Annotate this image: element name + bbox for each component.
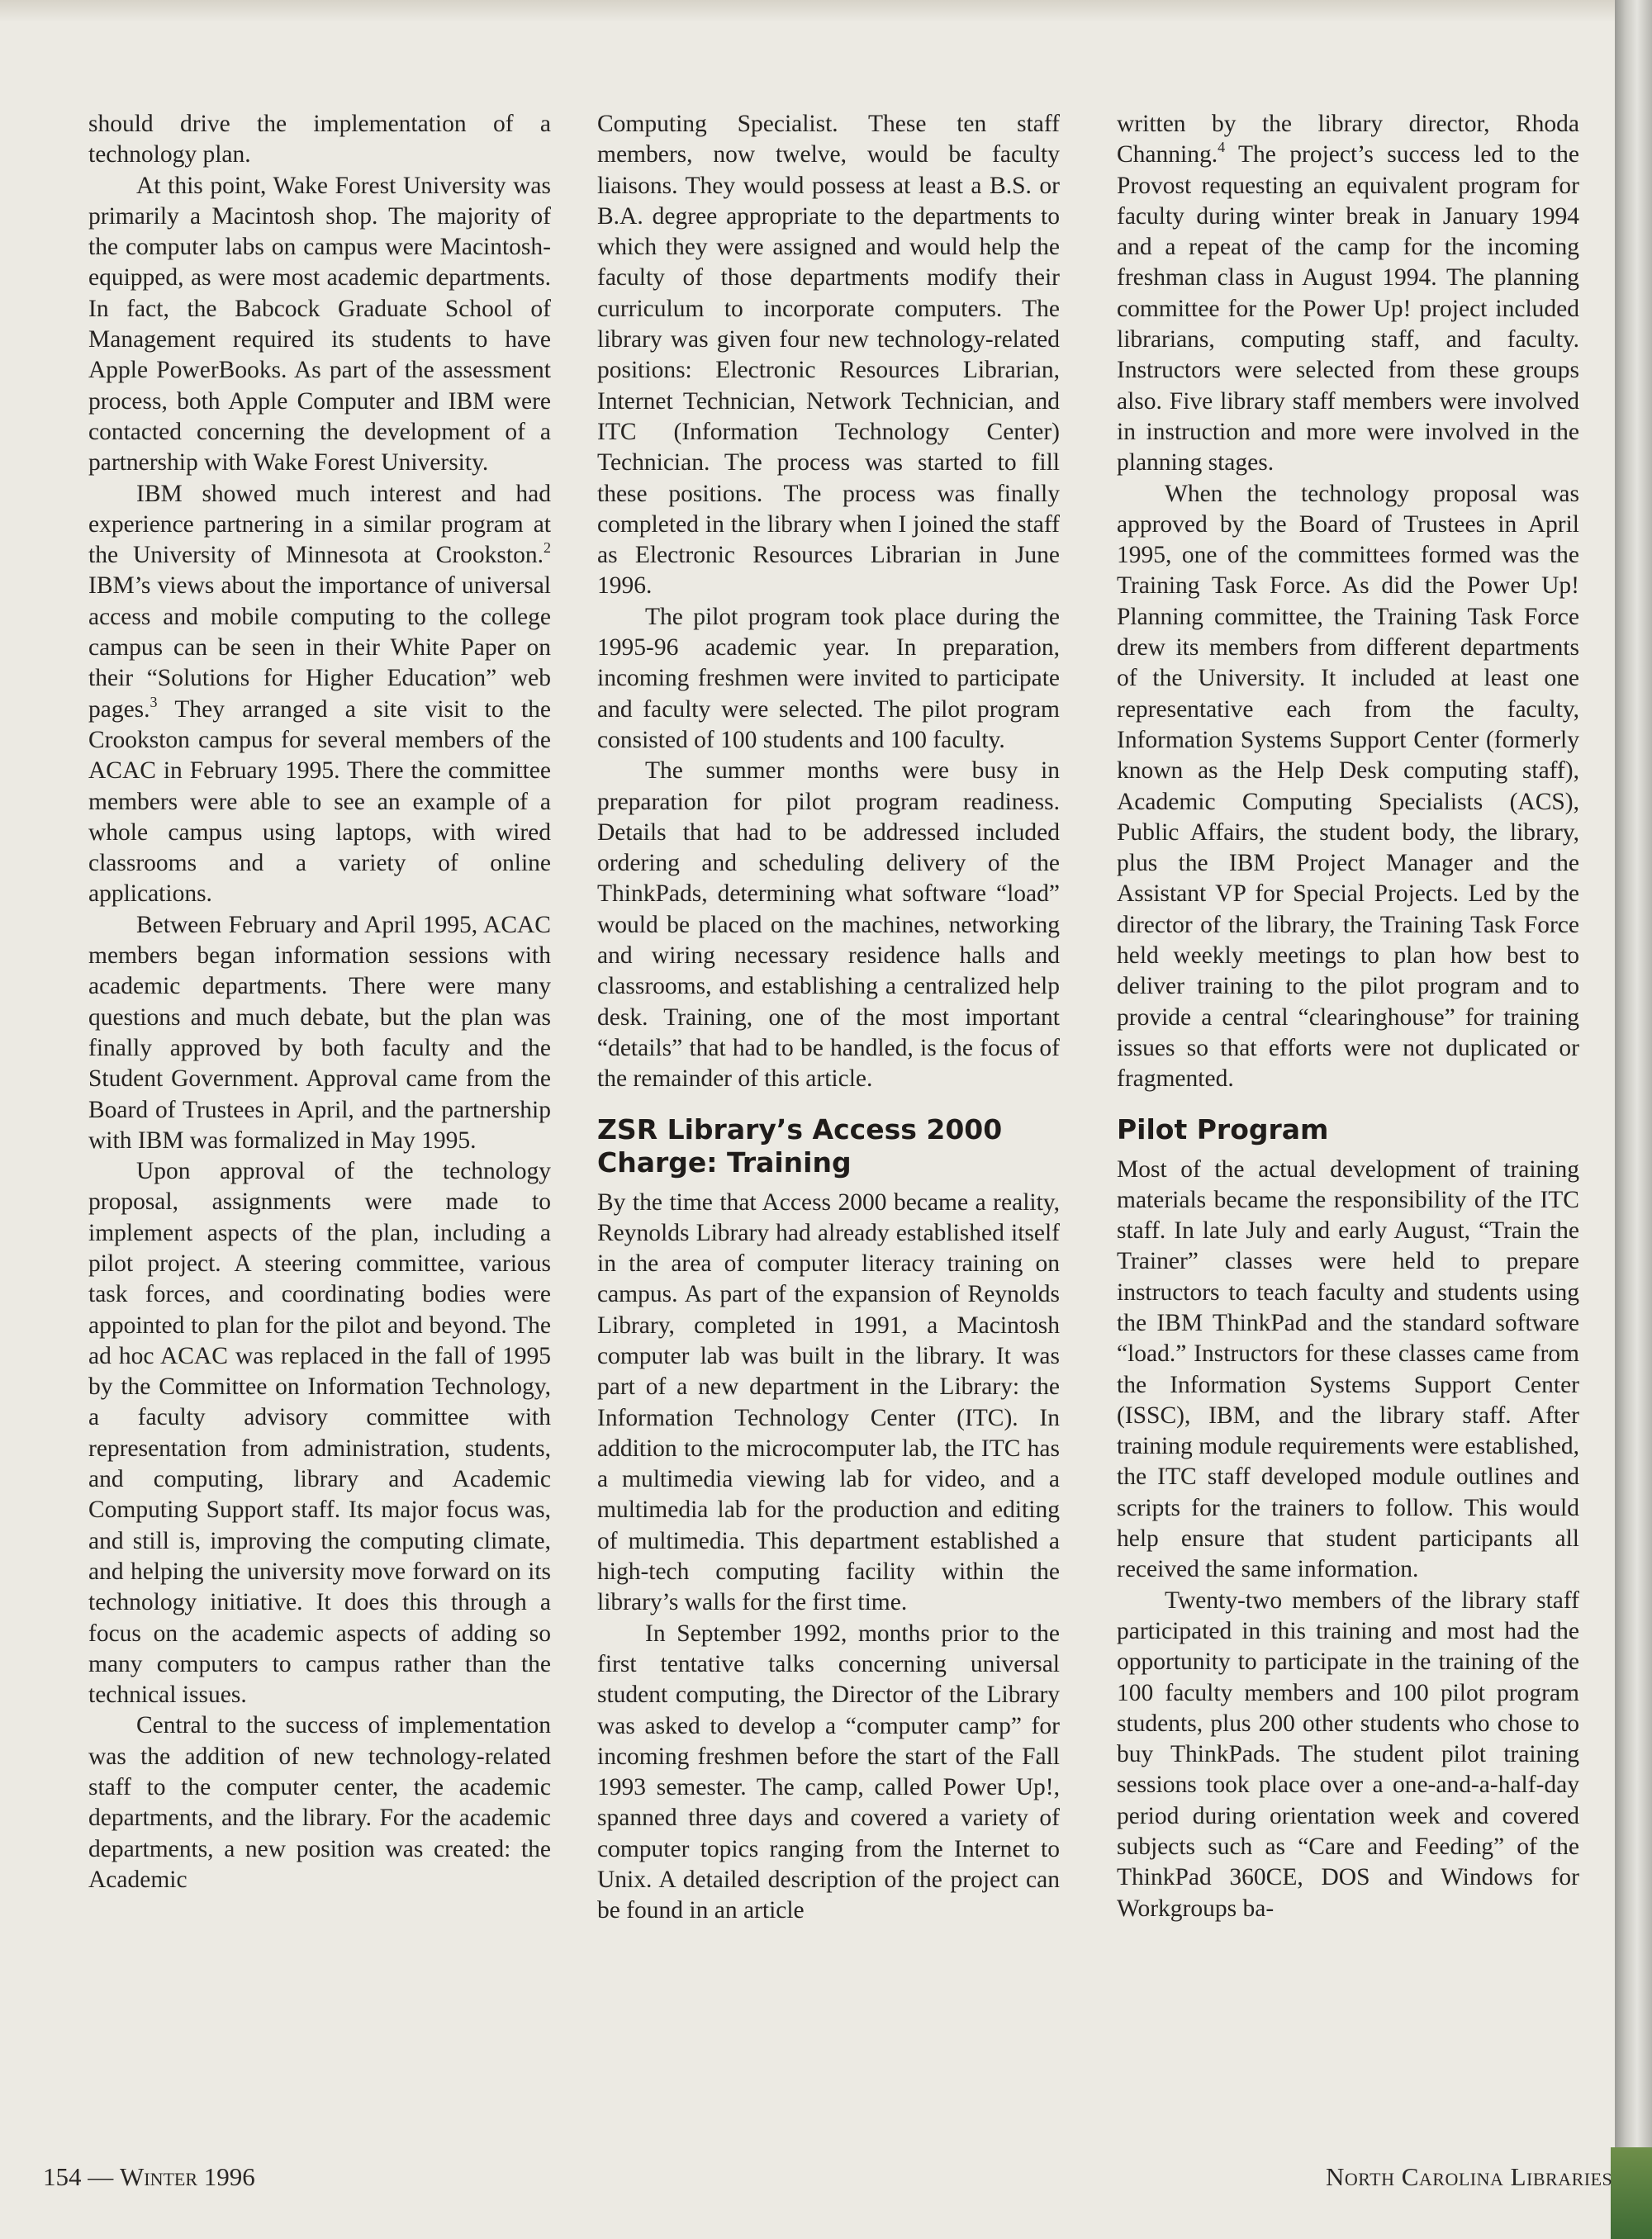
paragraph — [88, 479, 551, 910]
footnote-ref: 2 — [544, 539, 551, 557]
paragraph: The pilot program took place during the 1995-96 academic year. In preparation, incoming freshmen were invited to participate and faculty were selected. The pilot program consisted of 100 students and 100 faculty. — [597, 603, 1060, 753]
article-column-3 — [1117, 109, 1579, 1924]
paragraph-text: IBM’s views about the importance of universal access and mobile computing to the college campus can be seen in their White Paper on their “Solutions for Higher Education” web pages. — [88, 572, 551, 723]
journal-title: North Carolina Libraries — [1326, 2162, 1613, 2191]
paragraph: should drive the implementation of a technology plan. — [88, 111, 551, 168]
paragraph: Twenty-two members of the library staff participated in this training and most had the opportunity to participate in the training of the 100 faculty members and 100 pilot program students, plus 200 other students who chose to buy ThinkPads. The student pilot training sessions took place over a one-and-a-half-day period during orientation week and covered subjects such as “Care and Feeding” of the ThinkPad 360CE, DOS and Windows for Workgroups ba- — [1117, 1587, 1579, 1922]
paragraph: When the technology proposal was approved by the Board of Trustees in April 1995, one of the committees formed was the Training Task Force. As did the Power Up! Planning committee, the Training Task Force drew its members from different departments of the University. It included at least one representative each from the faculty, Information Systems Support Center (formerly known as the Help Desk computing staff), Academic Computing Specialists (ACS), Public Affairs, the student body, the library, plus the IBM Project Manager and the Assistant VP for Special Projects. Led by the director of the library, the Training Task Force held weekly meetings to plan how best to deliver training to the pilot program and to provide a central “clearinghouse” for training issues so that efforts were not duplicated or fragmented. — [1117, 480, 1579, 1093]
paragraph: In September 1992, months prior to the first tentative talks concerning universal student computing, the Director of the Library was asked to develop a “computer camp” for incoming freshmen before the start of the Fall 1993 semester. The camp, called Power Up!, spanned three days and covered a variety of computer topics ranging from the Internet to Unix. A detailed description of the project can be found in an article — [597, 1620, 1060, 1924]
page-footer-left — [43, 2162, 255, 2192]
paragraph: Central to the success of implementation was the addition of new technology-related staff to the computer center, the academic departments, and the library. For the academic departments, a new position was created: the Academic — [88, 1712, 551, 1893]
page-top-edge — [0, 0, 1615, 21]
article-column-2 — [597, 109, 1060, 1927]
article-column-1 — [88, 109, 551, 1895]
paragraph: Most of the actual development of training materials became the responsibility of the ITC staff. In late July and early August, “Train the Trainer” classes were held to prepare instructors to teach faculty and students using the IBM ThinkPad and the standard software “load.” Instructors for these classes came from the Information Systems Support Center (ISSC), IBM, and the library staff. After training module requirements were established, the ITC staff developed module outlines and scripts for the trainers to follow. This would help ensure that student participants all received the same information. — [1117, 1155, 1579, 1583]
section-heading: ZSR Library’s Access 2000 Charge: Training — [597, 1112, 1003, 1179]
binding-corner — [1611, 2147, 1652, 2239]
paragraph: At this point, Wake Forest University was primarily a Macintosh shop. The majority of the computer labs on campus were Macintosh-equipped, as were most academic departments. In fact, the Babcock Graduate School of Management required its students to have Apple PowerBooks. As part of the assessment process, both Apple Computer and IBM were contacted concerning the development of a partnership with Wake Forest University. — [88, 172, 551, 477]
paragraph: The summer months were busy in preparation for pilot program readiness. Details that had to be addressed included ordering and scheduling delivery of the ThinkPads, determining what software “load” would be placed on the machines, networking and wiring necessary residence halls and classrooms, and establishing a centralized help desk. Training, one of the most important “details” that had to be handled, is the focus of the remainder of this article. — [597, 757, 1060, 1093]
issue-date: Winter 1996 — [120, 2162, 255, 2191]
page-number: 154 — [43, 2162, 82, 2191]
section-heading: Pilot Program — [1117, 1112, 1329, 1146]
paragraph: By the time that Access 2000 became a reality, Reynolds Library had already established itself in the area of computer literacy training on campus. As part of the expansion of Reynolds Library, completed in 1991, a Macintosh computer lab was built in the library. It was part of a new department in the Library: the Information Technology Center (ITC). In addition to the microcomputer lab, the ITC has a multimedia viewing lab for video, and a multimedia lab for the production and editing of multimedia. This department established a high-tech computing facility within the library’s walls for the first time. — [597, 1188, 1060, 1616]
paragraph-text: They arranged a site visit to the Crookston campus for several members of the ACAC in February 1995. There the committee members were able to see an example of a whole campus using laptops, with wired classrooms and a variety of online applications. — [88, 695, 551, 908]
paragraph-text: The project’s success led to the Provost requesting an equivalent program for faculty during winter break in January 1994 and a repeat of the camp for the incoming freshman class in August 1994. The planning committee for the Power Up! project included librarians, computing staff, and faculty. Instructors were selected from these groups also. Five library staff members were involved in instruction and more were involved in the planning stages. — [1117, 141, 1579, 477]
paragraph — [1117, 109, 1579, 479]
footnote-ref: 3 — [150, 693, 158, 710]
footer-separator: — — [81, 2162, 120, 2191]
book-spine-shadow — [1615, 0, 1652, 2239]
paragraph: Between February and April 1995, ACAC members began information sessions with academic departments. There were many questions and much debate, but the plan was finally approved by both faculty and the Student Government. Approval came from the Board of Trustees in April, and the partnership with IBM was formalized in May 1995. — [88, 911, 551, 1154]
paragraph-text: IBM showed much interest and had experience partnering in a similar program at the University of Minnesota at Crookston. — [88, 480, 551, 569]
paragraph: Upon approval of the technology proposal, assignments were made to implement aspects of the plan, including a pilot project. A steering committee, various task forces, and coordinating bodies were appointed to plan for the pilot and beyond. The ad hoc ACAC was replaced in the fall of 1995 by the Committee on Information Technology, a faculty advisory committee with representation from administration, students, and computing, library and Academic Computing Support staff. Its major focus was, and still is, improving the computing climate, and helping the university move forward on its technology initiative. It does this through a focus on the academic aspects of adding so many computers to campus rather than the technical issues. — [88, 1158, 551, 1709]
paragraph-text: written by the library director, Rhoda Channing. — [1117, 111, 1579, 168]
paragraph: Computing Specialist. These ten staff members, now twelve, would be faculty liaisons. They would possess at least a B.S. or B.A. degree appropriate to the departments to which they were assigned and would help the faculty of those departments modify their curriculum to incorporate computers. The library was given four new technology-related positions: Electronic Resources Librarian, Internet Technician, Network Technician, and ITC (Information Technology Center) Technician. The process was started to fill these positions. The process was finally completed in the library when I joined the staff as Electronic Resources Librarian in June 1996. — [597, 111, 1060, 600]
footnote-ref: 4 — [1218, 139, 1226, 156]
